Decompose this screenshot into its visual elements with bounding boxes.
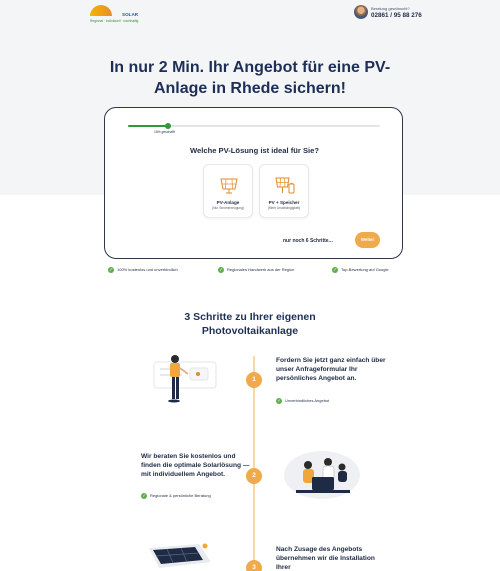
phone-number[interactable]: 02861 / 95 88 276 [371,12,422,19]
progress-bar [128,125,380,127]
hero-title: In nur 2 Min. Ihr Angebot für eine PV-Anlage in Rhede sichern! [109,59,391,97]
consultation-illustration [282,447,362,502]
step-badge [276,398,329,404]
person-form-illustration [150,350,220,412]
trust-item [218,267,294,273]
logo-line-2: SOLAR [122,12,139,17]
solar-installation-illustration [145,540,217,571]
trust-item [108,267,178,273]
option-pv-speicher[interactable] [259,164,309,218]
badge-text: Regionale & persönliche Beratung [150,493,211,499]
step-number: 3 [246,560,262,571]
contact-question: Beratung gewünscht? [371,6,410,11]
solar-panel-icon [218,174,240,196]
progress-indicator [165,123,171,129]
timeline-line [253,356,255,571]
trust-text: 100% kostenlos und unverbindlich [117,267,178,273]
check-icon: ✓ [142,493,146,498]
progress-label: 16% geschafft [154,130,175,134]
next-button[interactable]: Weiter [355,232,380,248]
option-subtitle: (Nur Stromerzeugung) [212,206,244,210]
steps-remaining: nur noch 6 Schritte... [283,238,333,244]
step-number: 2 [246,468,262,484]
logo-line-3: Regional · individuell · nachhaltig [90,19,139,23]
site-header [0,0,500,28]
trust-item [332,267,389,273]
step-text: Fordern Sie jetzt ganz einfach über unser Anfrageformular Ihr persönliches Angebot an. [276,357,386,382]
check-icon: ✓ [219,267,223,272]
option-subtitle: (Mehr Unabhängigkeit) [267,206,301,210]
check-icon: ✓ [333,267,337,272]
option-title: PV + Speicher [268,200,300,205]
advisor-avatar [354,5,368,19]
quote-form-card [104,107,403,259]
progress-fill [128,125,168,127]
check-icon: ✓ [277,398,281,403]
trust-text: Top-Bewertung auf Google [341,267,389,273]
company-logo[interactable] [90,5,150,24]
step-number: 1 [246,372,262,388]
step-badge [141,493,211,499]
step-text: Wir beraten Sie kostenlos und finden die optimale Solarlösung — mit individuellem Angebot. [141,453,250,478]
option-title: PV-Anlage [216,200,240,205]
option-pv-anlage[interactable] [203,164,253,218]
solar-panel-battery-icon [274,174,296,196]
badge-text: Unverbindliches Angebot [285,398,330,404]
step-text: Nach Zusage des Angebots übernehmen wir die Installation Ihrer [276,546,375,571]
check-icon: ✓ [109,267,113,272]
trust-text: Regionales Handwerk aus der Region [227,267,295,273]
steps-section-title: 3 Schritte zu Ihrer eigenen Photovoltaikanlage [184,311,316,337]
question-title: Welche PV-Lösung ist ideal für Sie? [190,146,319,155]
